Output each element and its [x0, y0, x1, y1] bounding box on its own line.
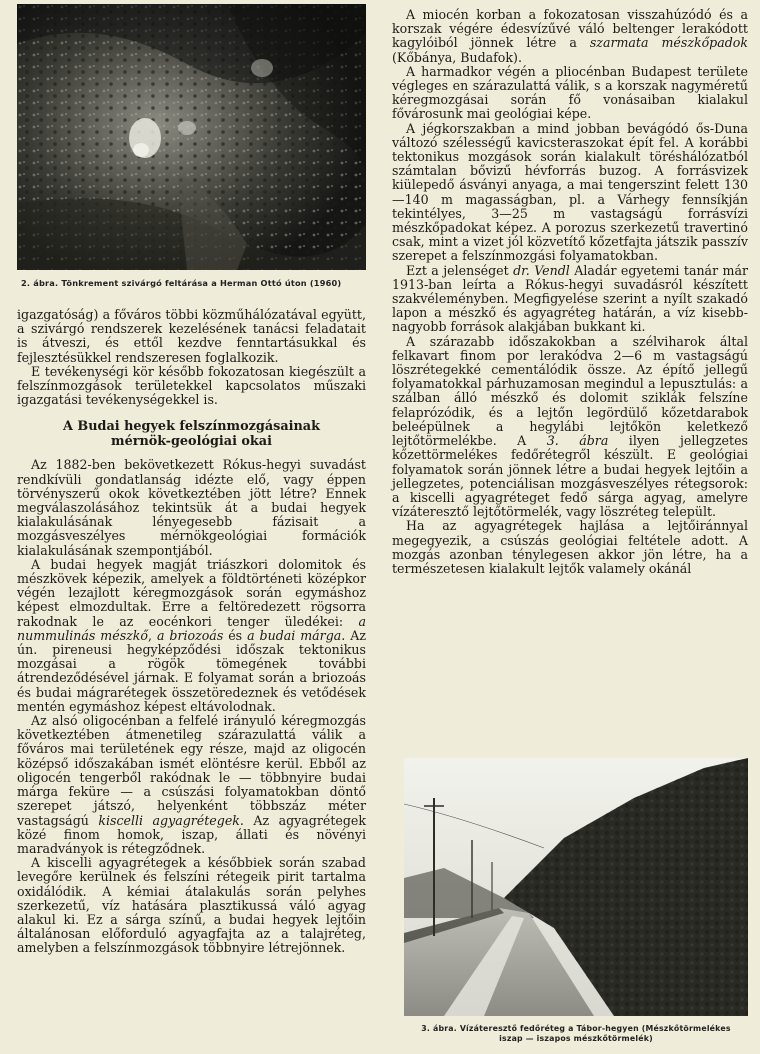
figure-3-caption — [404, 1024, 748, 1044]
figure-3-image — [404, 758, 748, 1016]
paragraph-continuation: igazgatóság) a főváros többi közműhálózatával együtt, a szivárgó rendszerek kezelésének tanácsi feladatait is átveszi, és ettől kezdve fenntartásukkal és fejlesztésükkel rendszeresen foglalkozik. — [17, 307, 366, 365]
heading-line-2: mérnök-geológiai okai — [111, 433, 272, 449]
term-nummulinas: a nummulinás mészkő — [17, 613, 366, 643]
paragraph-budai-hegyek — [17, 558, 366, 714]
term-kiscelli-agyagretegek: kiscelli agyagrétegek — [98, 812, 240, 828]
text-run: Az alsó oligocénban a felfelé irányuló kéregmozgás következtében átmenetileg szárazulattá válik a főváros mai területének egy része, majd az oligocén középső időszakában ismét elöntésre kerül. Ebből az oligocén tengerből rakódnak le — többnyire budai márga feküre — a csúszási folyamatokban döntő szerepet játszó, helyenként többszáz méter vastagságú — [17, 713, 366, 828]
term-vendl: dr. Vendl — [513, 262, 570, 278]
figure-2-caption: 2. ábra. Tönkrement szivárgó feltárása a Herman Ottó úton (1960) — [21, 278, 342, 288]
caption-line-1: 3. ábra. Vízáteresztő fedőréteg a Tábor-hegyen (Mészkőtörmelékes — [421, 1024, 731, 1033]
text-run: . Az agyagrétegek közé finom homok, iszap, állati és növényi maradványok is rétegződnek. — [17, 812, 366, 856]
separator: és — [223, 627, 248, 643]
paragraph-jegkorszak: A jégkorszakban a mind jobban bevágódó ős-Duna változó szélességű kavicsteraszokat épít fel. A korábbi tektonikus mozgások során kialakult töréshálózatból számtalan bővizű hévforrás buzog. A forrásvizek kiülepedő ásványi anyaga, a mai tengerszint felett 130—140 m magasságban, pl. a Várhegy fennsíkján tekintélyes, 3—25 m vastagságú forrásvízi mészkőpadokat képez. A porozus szerkezetű travertinó csak, mint a vizet jól közvetítő kőzetfajta játszik passzív szerepet a felszínmozgási folyamatokban. — [392, 120, 748, 264]
paragraph-miocen — [392, 8, 748, 65]
paragraph-kiscelli: A kiscelli agyagrétegek a későbbiek során szabad levegőre kerülnek és felszíni rétegeik pirit tartalma oxidálódik. A kémiai átalakulás során pelyhes szerkezetű, víz hatására plasztikussá váló agyag alakul ki. Ez a sárga színű, a budai hegyek lejtőin általánosan előforduló agyagfajta az a talajréteg, amelyben a felszínmozgások többnyire létrejönnek. — [17, 855, 366, 956]
caption-line-2: iszap — iszapos mészkőtörmelék) — [499, 1034, 653, 1043]
paragraph-vendl — [392, 264, 748, 335]
paragraph-szarazabb — [392, 335, 748, 520]
paragraph-harmadkor: A harmadkor végén a pliocénban Budapest területe végleges en szárazulattá válik, s a korszak nagyméretű kéregmozgásai során fő vonásaiban kialakul fővárosunk mai geológiai képe. — [392, 63, 748, 122]
figure-3-photo — [404, 758, 748, 1016]
separator: , — [148, 627, 157, 643]
text-run: A budai hegyek magját triászkori dolomitok és mészkövek képezik, amelyek a földtörténeti középkor végén lezajlott kéregmozgások során egymáshoz képest elmozdultak. Erre a feltöredezett rögsorra rakodnak le az eocénkori tenger üledékei: — [17, 556, 366, 629]
paragraph-oligocen — [17, 714, 366, 856]
paragraph-scope: E tevékenységi kör később fokozatosan kiegészült a felszínmozgások területekkel kapcsolatos műszaki igazgatási tevékenységekkel is. — [17, 363, 366, 408]
text-run: Ezt a jelenséget — [406, 262, 509, 278]
heading-line-1: A Budai hegyek felszínmozgásainak — [63, 419, 320, 435]
text-run: A szárazabb időszakokban a szélviharok által felkavart finom por lerakódva 2—6 m vastagságú löszrétegekké cementálódik össze. Az építő jellegű folyamatokkal párhuzamosan megindul a lepusztulás: a szálban álló mészkő és dolomit sziklák felszíne felaprózódik, és a lejtőn legördülő kőzetdarabok beleépülnek a hegylábi lejtőkön keletkező lejtőtörmelékbe. A — [392, 333, 748, 449]
text-run: (Kőbánya, Budafok). — [392, 49, 522, 65]
right-column — [392, 8, 748, 576]
term-szarmata: szarmata mészkőpadok — [589, 35, 749, 51]
term-budai-marga: a budai márga — [247, 627, 342, 643]
text-run: A miocén korban a fokozatosan visszahúzódó és a korszak végére édesvízűvé váló beltenger lerakódott kagylóiból jönnek létre a — [392, 7, 748, 51]
term-briozoas: a briozoás — [156, 627, 224, 643]
term-3-abra: 3. ábra — [546, 433, 609, 449]
paragraph-ha: Ha az agyagrétegek hajlása a lejtőiránnyal megegyezik, a csúszás geológiai feltétele adott. A mozgás azonban ténylegesen akkor jön létre, ha a természetesen kialakult lejtők valamely okánál — [392, 518, 748, 576]
figure-2-photo — [17, 4, 366, 270]
left-column — [17, 0, 366, 956]
text-run: ilyen jellegzetes kőzettörmelékes fedőrétegről készült. E geológiai folyamatok során jönnek létre a budai hegyek lejtőin a jellegzetes, potenciálisan mozgásveszélyes rétegsorok: a kiscelli agyagréteget fedő sárga agyag, amelyre vízáteresztő lejtőtörmelék, vagy löszréteg települt. — [392, 433, 748, 520]
text-run: . Az ún. pireneusi hegyképződési időszak tektonikus mozgásai a rögök tömegének további átrendeződésével járnak. E folyamat során a briozoás és budai mágrarétegek összetöredeznek és vetődések mentén egymáshoz képest eltávolodnak. — [17, 627, 366, 714]
section-heading — [17, 420, 366, 449]
paragraph-1882: Az 1882-ben bekövetkezett Rókus-hegyi suvadást rendkívüli gondatlanság idézte elő, vagy éppen törvényszerű okok következtében jött létre? Ennek megválaszolásához tekintsük át a budai hegyek kialakulásának lényegesebb fázisait a mozgásveszélyes mérnökgeológiai formációk kialakulásának szempontjából. — [17, 457, 366, 558]
text-run: Aladár egyetemi tanár már 1913-ban leírta a Rókus-hegyi suvadásról készített szakvéleményben. Megfigyelése szerint a nyílt szakadó lapon a mészkő és agyagréteg határán, a víz kisebb-nagyobb források alakjában bukkant ki. — [392, 262, 748, 335]
figure-2-image — [17, 4, 366, 270]
